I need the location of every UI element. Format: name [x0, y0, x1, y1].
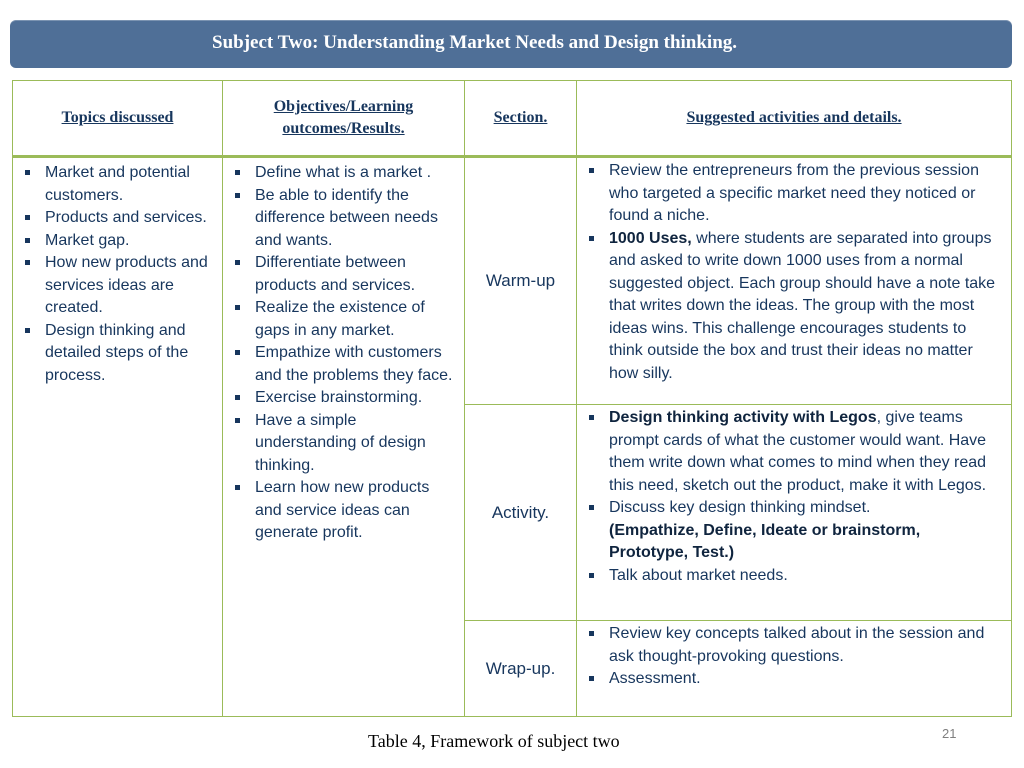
section-warmup: Warm-up	[465, 157, 577, 405]
list-item: Be able to identify the difference between needs and wants.	[223, 185, 460, 253]
list-item: Design thinking and detailed steps of the process.	[13, 320, 216, 388]
warmup-activities-list	[577, 158, 1011, 385]
header-section: Section.	[465, 81, 577, 157]
list-item: Realize the existence of gaps in any market.	[223, 297, 460, 342]
activities-warmup-cell	[577, 157, 1012, 405]
list-item: Discuss key design thinking mindset. (Empathize, Define, Ideate or brainstorm, Prototype, Test.)	[577, 497, 1003, 565]
list-item: Talk about market needs.	[577, 565, 1003, 588]
table-row-warmup	[13, 157, 1012, 405]
list-item: Review key concepts talked about in the session and ask thought-provoking questions.	[577, 623, 1003, 668]
table-header-row	[13, 81, 1012, 157]
list-item: How new products and services ideas are created.	[13, 252, 216, 320]
activities-wrapup-cell	[577, 621, 1012, 717]
list-item: Market and potential customers.	[13, 162, 216, 207]
header-activities: Suggested activities and details.	[577, 81, 1012, 157]
header-topics: Topics discussed	[13, 81, 223, 157]
activity-activities-list	[577, 405, 1011, 587]
section-wrapup: Wrap-up.	[465, 621, 577, 717]
list-item: Define what is a market .	[223, 162, 460, 185]
activity-name: 1000 Uses,	[609, 229, 692, 247]
list-item: Exercise brainstorming.	[223, 387, 460, 410]
list-item: Assessment.	[577, 668, 1003, 691]
wrapup-activities-list	[577, 621, 1011, 691]
list-item: Products and services.	[13, 207, 216, 230]
table-caption: Table 4, Framework of subject two	[368, 731, 620, 751]
activities-activity-cell	[577, 405, 1012, 621]
title-bar	[10, 20, 1012, 68]
list-item: Market gap.	[13, 230, 216, 253]
section-activity: Activity.	[465, 405, 577, 621]
topics-cell	[13, 157, 223, 717]
list-item: Empathize with customers and the problems they face.	[223, 342, 460, 387]
framework-table	[12, 80, 1012, 717]
activity-name: Design thinking activity with Legos	[609, 409, 877, 426]
header-objectives: Objectives/Learning outcomes/Results.	[223, 81, 465, 157]
list-item: Have a simple understanding of design thinking.	[223, 410, 460, 478]
list-item: Review the entrepreneurs from the previous session who targeted a specific market need they noticed or found a niche.	[577, 160, 1003, 228]
page-number: 21	[942, 726, 957, 741]
list-item: Differentiate between products and services.	[223, 252, 460, 297]
objectives-list	[223, 158, 464, 545]
mindset-steps: (Empathize, Define, Ideate or brainstorm, Prototype, Test.)	[609, 521, 921, 561]
topics-list	[13, 158, 222, 387]
slide-title: Subject Two: Understanding Market Needs and Design thinking.	[212, 32, 738, 53]
list-item: 1000 Uses, where students are separated into groups and asked to write down 1000 uses from a normal suggested object. Each group should have a note take that writes down the ideas. The group with the most ideas wins. This challenge encourages students to think outside the box and trust their ideas no matter how silly.	[577, 228, 1003, 386]
list-item: Design thinking activity with Legos, give teams prompt cards of what the customer would want. Have them write down what comes to mind when they read this need, sketch out the product, make it with Legos.	[577, 407, 1003, 497]
list-item: Learn how new products and service ideas can generate profit.	[223, 477, 460, 545]
objectives-cell	[223, 157, 465, 717]
